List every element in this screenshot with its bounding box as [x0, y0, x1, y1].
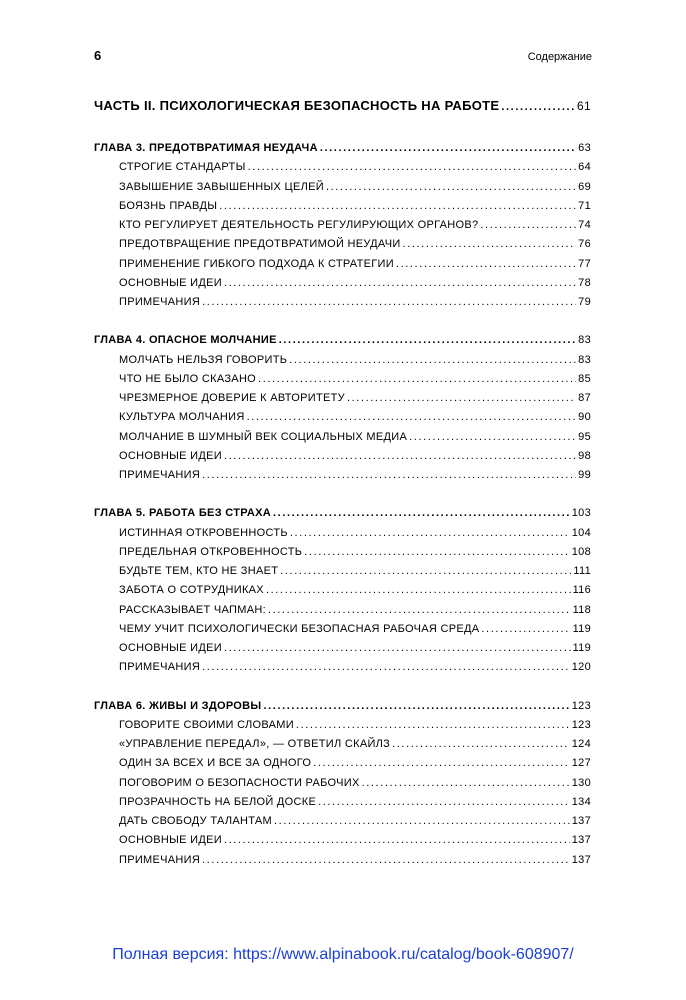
toc-section-entry[interactable] — [94, 754, 591, 773]
toc-chapter-entry-title: ГЛАВА 6. ЖИВЫ И ЗДОРОВЫ — [94, 699, 262, 712]
toc-chapter-entry[interactable] — [94, 139, 591, 158]
toc-section-entry-title: ОСНОВНЫЕ ИДЕИ — [119, 642, 222, 654]
toc-section-entry-title: БУДЬТЕ ТЕМ, КТО НЕ ЗНАЕТ — [119, 565, 279, 577]
toc-section-entry[interactable] — [94, 639, 591, 658]
chapter-block — [94, 331, 591, 485]
toc-section-entry[interactable] — [94, 543, 591, 562]
toc-chapter-entry[interactable] — [94, 331, 591, 350]
dot-leader — [501, 97, 575, 116]
toc-section-entry[interactable] — [94, 428, 591, 447]
toc-section-entry[interactable] — [94, 658, 591, 677]
dot-leader — [202, 851, 570, 870]
toc-section-entry[interactable] — [94, 562, 591, 581]
toc-section-entry-page: 79 — [578, 296, 591, 308]
toc-section-entry-title: МОЛЧАТЬ НЕЛЬЗЯ ГОВОРИТЬ — [119, 353, 288, 366]
dot-leader — [320, 139, 576, 158]
toc-section-entry-page: 76 — [578, 238, 591, 251]
toc-section-entry[interactable] — [94, 831, 591, 850]
toc-section-entry-page: 137 — [571, 834, 591, 847]
toc-section-entry-title: ПРОЗРАЧНОСТЬ НА БЕЛОЙ ДОСКЕ — [119, 795, 317, 808]
toc-section-entry[interactable] — [94, 581, 591, 600]
toc-section-entry-page: 134 — [571, 795, 591, 808]
page-number: 6 — [94, 48, 102, 63]
toc-section-entry-title: ПРЕДОТВРАЩЕНИЕ ПРЕДОТВРАТИМОЙ НЕУДАЧИ — [119, 238, 401, 251]
toc-section-entry[interactable] — [94, 793, 591, 812]
toc-section-entry-title: «УПРАВЛЕНИЕ ПЕРЕДАЛ», — ОТВЕТИЛ СКАЙЛЗ — [119, 738, 391, 750]
toc-section-entry-page: 123 — [571, 718, 591, 731]
dot-leader — [202, 293, 576, 312]
toc-section-entry[interactable] — [94, 370, 591, 389]
toc-section-entry[interactable] — [94, 620, 591, 639]
toc-section-entry-title: ПРИМЕЧАНИЯ — [119, 296, 201, 308]
toc-section-entry-page: 99 — [578, 469, 591, 481]
dot-leader — [392, 735, 570, 754]
part-title: ЧАСТЬ II. ПСИХОЛОГИЧЕСКАЯ БЕЗОПАСНОСТЬ НА РАБОТЕ — [94, 98, 500, 113]
toc-chapter-entry-title: ГЛАВА 4. ОПАСНОЕ МОЛЧАНИЕ — [94, 334, 277, 347]
toc-section-entry[interactable] — [94, 235, 591, 254]
toc-section-entry[interactable] — [94, 293, 591, 312]
dot-leader — [268, 601, 571, 620]
dot-leader — [296, 716, 570, 735]
toc-section-entry-page: 108 — [571, 545, 591, 558]
toc-section-entry-title: РАССКАЗЫВАЕТ ЧАПМАН: — [119, 603, 266, 616]
toc-section-entry-page: 78 — [578, 276, 591, 289]
toc-section-entry-page: 95 — [578, 430, 591, 443]
toc-section-entry-title: ОСНОВНЫЕ ИДЕИ — [119, 276, 222, 289]
dot-leader — [396, 255, 576, 274]
toc-section-entry[interactable] — [94, 851, 591, 870]
toc-section-entry[interactable] — [94, 774, 591, 793]
toc-section-entry-page: 77 — [578, 257, 591, 270]
toc-section-entry-title: ЗАВЫШЕНИЕ ЗАВЫШЕННЫХ ЦЕЛЕЙ — [119, 180, 324, 193]
toc-section-entry-page: 69 — [578, 180, 591, 193]
toc-section-entry-title: СТРОГИЕ СТАНДАРТЫ — [119, 161, 246, 174]
toc-section-entry[interactable] — [94, 389, 591, 408]
toc-section-entry-title: ЧТО НЕ БЫЛО СКАЗАНО — [119, 372, 257, 385]
dot-leader — [289, 351, 576, 370]
dot-leader — [403, 235, 577, 254]
toc-section-entry-page: 83 — [578, 353, 591, 366]
toc-section-entry[interactable] — [94, 601, 591, 620]
toc-section-entry-page: 85 — [578, 372, 591, 385]
dot-leader — [274, 812, 570, 831]
dot-leader — [263, 697, 569, 716]
toc-section-entry[interactable] — [94, 216, 591, 235]
toc-section-entry-page: 130 — [571, 776, 591, 789]
full-version-link[interactable]: Полная версия: https://www.alpinabook.ru/catalog/book-608907/ — [112, 946, 574, 963]
toc-section-entry[interactable] — [94, 158, 591, 177]
dot-leader — [266, 581, 571, 600]
toc-section-entry-title: ОДИН ЗА ВСЕХ И ВСЕ ЗА ОДНОГО — [119, 757, 312, 770]
toc-section-entry-page: 104 — [571, 526, 591, 539]
toc-section-entry[interactable] — [94, 408, 591, 427]
dot-leader — [248, 158, 577, 177]
toc-chapter-entry-page: 123 — [571, 699, 591, 712]
toc-section-entry-title: ПРИМЕЧАНИЯ — [119, 469, 201, 481]
dot-leader — [347, 389, 576, 408]
dot-leader — [481, 620, 570, 639]
dot-leader — [224, 274, 576, 293]
toc-section-entry[interactable] — [94, 178, 591, 197]
toc-section-entry-page: 74 — [578, 219, 591, 231]
chapter-block — [94, 697, 591, 870]
table-of-contents — [94, 96, 591, 870]
toc-section-entry-page: 71 — [578, 199, 591, 212]
toc-section-entry-page: 87 — [578, 392, 591, 404]
page-header — [94, 48, 592, 63]
toc-section-entry-title: БОЯЗНЬ ПРАВДЫ — [119, 199, 218, 212]
toc-section-entry-title: ОСНОВНЫЕ ИДЕИ — [119, 834, 222, 847]
dot-leader — [409, 428, 576, 447]
toc-part-entry[interactable] — [94, 96, 591, 116]
toc-section-entry[interactable] — [94, 735, 591, 754]
toc-section-entry-page: 119 — [572, 622, 591, 635]
dot-leader — [202, 658, 570, 677]
toc-section-entry-title: ГОВОРИТЕ СВОИМИ СЛОВАМИ — [119, 718, 294, 731]
toc-chapter-entry-page: 103 — [571, 507, 591, 520]
toc-section-entry[interactable] — [94, 351, 591, 370]
dot-leader — [224, 447, 576, 466]
dot-leader — [202, 466, 576, 485]
toc-section-entry-title: ЧЕМУ УЧИТ ПСИХОЛОГИЧЕСКИ БЕЗОПАСНАЯ РАБОЧАЯ СРЕДА — [119, 622, 480, 635]
chapter-block — [94, 504, 591, 677]
dot-leader — [258, 370, 576, 389]
chapter-list — [94, 139, 591, 870]
toc-section-entry-title: КУЛЬТУРА МОЛЧАНИЯ — [119, 411, 245, 424]
toc-section-entry-title: МОЛЧАНИЕ В ШУМНЫЙ ВЕК СОЦИАЛЬНЫХ МЕДИА — [119, 430, 408, 443]
dot-leader — [279, 331, 576, 350]
dot-leader — [290, 524, 570, 543]
toc-section-entry[interactable] — [94, 466, 591, 485]
toc-section-entry-title: ПРИМЕЧАНИЯ — [119, 853, 201, 866]
toc-chapter-entry-page: 63 — [578, 142, 591, 154]
toc-section-entry-page: 64 — [578, 161, 591, 174]
dot-leader — [280, 562, 571, 581]
dot-leader — [304, 543, 569, 562]
toc-section-entry-page: 116 — [572, 584, 591, 597]
toc-section-entry-page: 127 — [571, 757, 591, 770]
toc-section-entry-page: 98 — [578, 449, 591, 462]
dot-leader — [480, 216, 576, 235]
toc-chapter-entry-title: ГЛАВА 5. РАБОТА БЕЗ СТРАХА — [94, 507, 272, 520]
dot-leader — [318, 793, 570, 812]
dot-leader — [247, 408, 577, 427]
part-page: 61 — [577, 99, 591, 113]
toc-section-entry-title: ОСНОВНЫЕ ИДЕИ — [119, 449, 222, 462]
toc-section-entry-page: 137 — [571, 815, 591, 827]
toc-section-entry-title: КТО РЕГУЛИРУЕТ ДЕЯТЕЛЬНОСТЬ РЕГУЛИРУЮЩИХ ОРГАНОВ? — [119, 219, 479, 231]
toc-section-entry-page: 111 — [573, 565, 591, 577]
toc-section-entry-page: 120 — [571, 661, 591, 674]
dot-leader — [273, 504, 570, 523]
toc-section-entry-title: ПРИМЕЧАНИЯ — [119, 661, 201, 674]
toc-section-entry-page: 118 — [572, 603, 591, 616]
toc-section-entry[interactable] — [94, 274, 591, 293]
toc-section-entry-page: 90 — [578, 411, 591, 424]
dot-leader — [313, 754, 570, 773]
toc-section-entry[interactable] — [94, 447, 591, 466]
toc-section-entry-page: 137 — [571, 853, 591, 866]
toc-chapter-entry-title: ГЛАВА 3. ПРЕДОТВРАТИМАЯ НЕУДАЧА — [94, 142, 318, 154]
dot-leader — [219, 197, 576, 216]
toc-chapter-entry[interactable] — [94, 697, 591, 716]
toc-section-entry-title: ЧРЕЗМЕРНОЕ ДОВЕРИЕ К АВТОРИТЕТУ — [119, 392, 345, 404]
running-title: Содержание — [527, 51, 592, 63]
toc-section-entry[interactable] — [94, 255, 591, 274]
toc-section-entry-title: ДАТЬ СВОБОДУ ТАЛАНТАМ — [119, 815, 273, 827]
toc-section-entry-title: ЗАБОТА О СОТРУДНИКАХ — [119, 584, 264, 597]
dot-leader — [224, 831, 570, 850]
toc-section-entry[interactable] — [94, 716, 591, 735]
toc-section-entry[interactable] — [94, 812, 591, 831]
toc-section-entry-title: ПРИМЕНЕНИЕ ГИБКОГО ПОДХОДА К СТРАТЕГИИ — [119, 257, 394, 270]
chapter-block — [94, 139, 591, 312]
dot-leader — [362, 774, 570, 793]
dot-leader — [224, 639, 571, 658]
toc-chapter-entry[interactable] — [94, 504, 591, 523]
dot-leader — [326, 178, 576, 197]
toc-section-entry-page: 119 — [572, 642, 591, 654]
toc-chapter-entry-page: 83 — [578, 334, 591, 347]
toc-section-entry[interactable] — [94, 197, 591, 216]
toc-section-entry-title: ИСТИННАЯ ОТКРОВЕННОСТЬ — [119, 526, 288, 539]
toc-section-entry[interactable] — [94, 524, 591, 543]
toc-section-entry-title: ПОГОВОРИМ О БЕЗОПАСНОСТИ РАБОЧИХ — [119, 776, 360, 789]
toc-section-entry-page: 124 — [571, 738, 591, 750]
toc-section-entry-title: ПРЕДЕЛЬНАЯ ОТКРОВЕННОСТЬ — [119, 545, 303, 558]
